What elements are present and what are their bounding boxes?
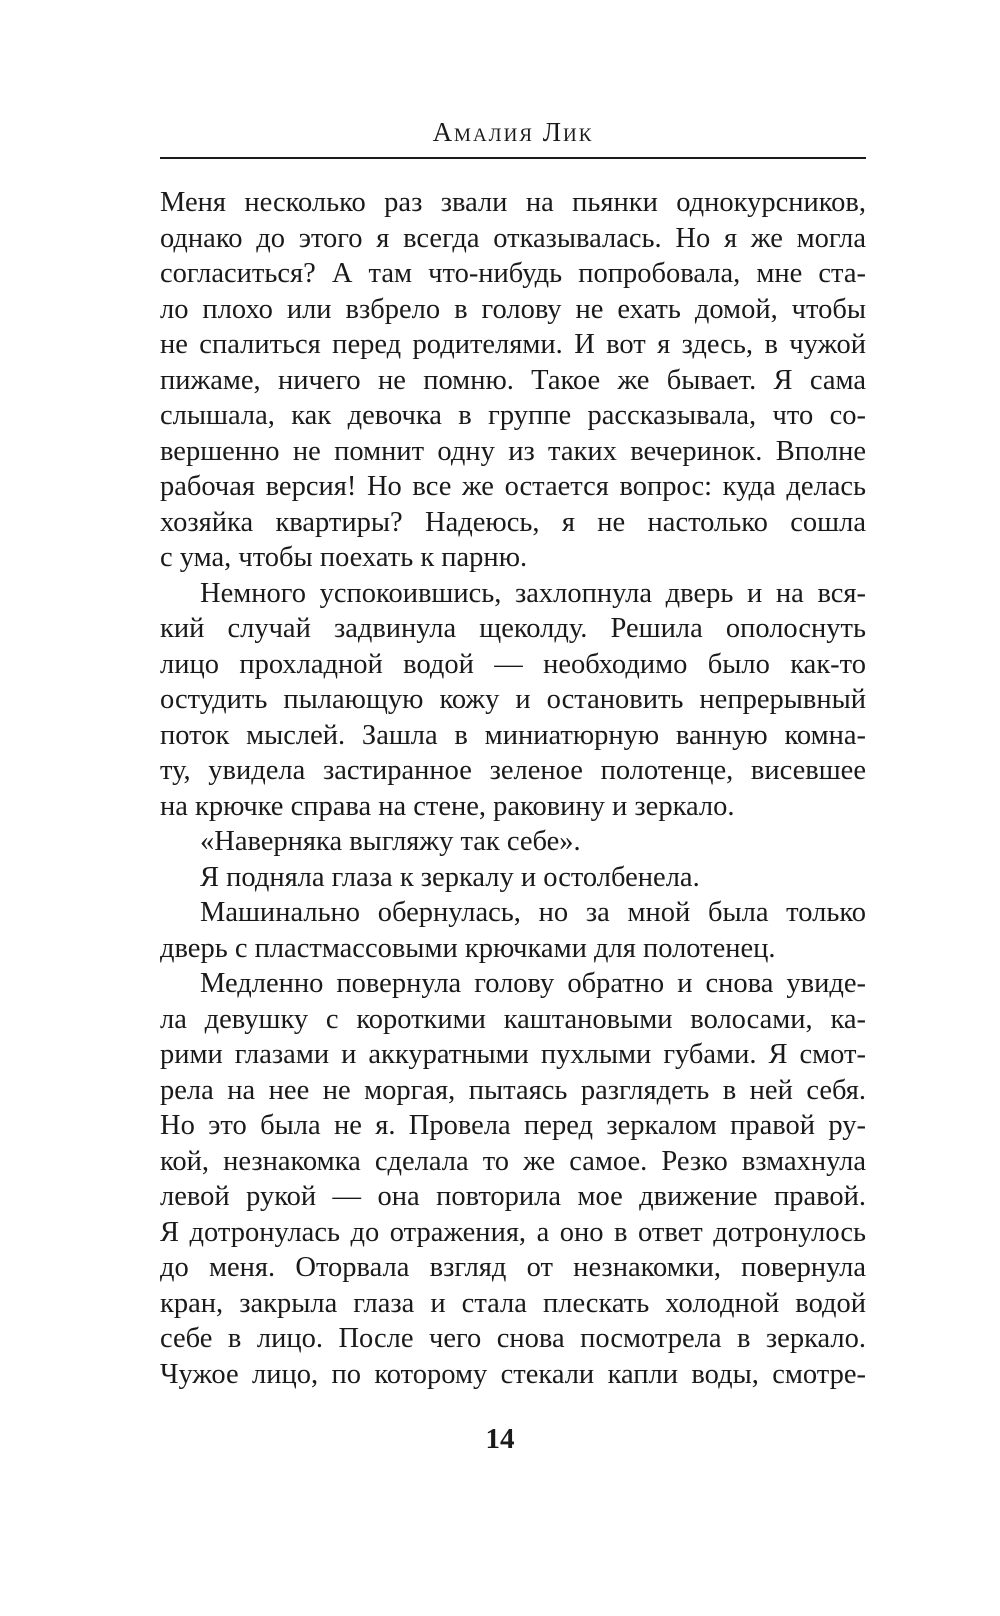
text-line: до меня. Оторвала взгляд от незнакомки, повернула	[160, 1252, 866, 1283]
text-line: ло плохо или взбрело в голову не ехать домой, чтобы	[160, 293, 866, 325]
text-line: Меня несколько раз звали на пьянки однокурсников,	[160, 187, 866, 218]
text-line: остудить пылающую кожу и остановить непрерывный	[160, 684, 866, 715]
text-line: согласиться? А там что-нибудь попробовала, мне ста-	[160, 258, 866, 289]
text-line: Я дотронулась до отражения, а оно в ответ дотронулось	[160, 1216, 866, 1248]
page-number: 14	[485, 1423, 515, 1455]
text-line: пижаме, ничего не помню. Такое же бывает. Я сама	[160, 364, 866, 396]
text-line: кий случай задвинула щеколду. Решила ополоснуть	[160, 613, 866, 644]
text-line: Чужое лицо, по которому стекали капли воды, смотре-	[160, 1358, 866, 1390]
text-line: лицо прохладной водой — необходимо было как-то	[160, 648, 866, 680]
text-line: слышала, как девочка в группе рассказывала, что со-	[160, 400, 866, 431]
text-line: рабочая версия! Но все же остается вопрос: куда делась	[160, 471, 866, 502]
body-text	[160, 185, 866, 1392]
text-line: поток мыслей. Зашла в миниатюрную ванную комна-	[160, 719, 866, 751]
text-line: Машинально обернулась, но за мной была только	[200, 897, 866, 928]
text-line: с ума, чтобы поехать к парню.	[160, 542, 528, 573]
text-line: Немного успокоившись, захлопнула дверь и на вся-	[200, 577, 866, 609]
text-line: кран, закрыла глаза и стала плескать холодной водой	[160, 1287, 866, 1319]
text-line: Медленно повернула голову обратно и снова увиде-	[200, 968, 866, 999]
text-line: ту, увидела застиранное зеленое полотенце, висевшее	[160, 755, 866, 786]
running-head: Амалия Лик	[432, 117, 594, 147]
text-line: хозяйка квартиры? Надеюсь, я не настолько сошла	[160, 506, 866, 538]
text-line: дверь с пластмассовыми крючками для полотенец.	[160, 932, 776, 964]
text-line: левой рукой — она повторила мое движение правой.	[160, 1181, 866, 1212]
header-rule	[160, 157, 866, 159]
text-line: не спалиться перед родителями. И вот я здесь, в чужой	[160, 329, 866, 360]
text-line: вершенно не помнит одну из таких вечеринок. Вполне	[160, 435, 866, 467]
text-line: на крючке справа на стене, раковину и зеркало.	[160, 790, 735, 822]
text-line: «Наверняка выгляжу так себе».	[200, 826, 581, 857]
text-line: Я подняла глаза к зеркалу и остолбенела.	[200, 861, 700, 893]
text-line: рела на нее не моргая, пытаясь разглядеть в ней себя.	[160, 1074, 866, 1106]
text-line: кой, незнакомка сделала то же самое. Резко взмахнула	[160, 1145, 866, 1177]
text-line: Но это была не я. Провела перед зеркалом правой ру-	[160, 1110, 866, 1141]
text-line: однако до этого я всегда отказывалась. Но я же могла	[160, 222, 866, 254]
text-line: себе в лицо. После чего снова посмотрела в зеркало.	[160, 1323, 866, 1354]
text-line: рими глазами и аккуратными пухлыми губами. Я смот-	[160, 1039, 866, 1070]
text-line: ла девушку с короткими каштановыми волосами, ка-	[160, 1003, 866, 1035]
